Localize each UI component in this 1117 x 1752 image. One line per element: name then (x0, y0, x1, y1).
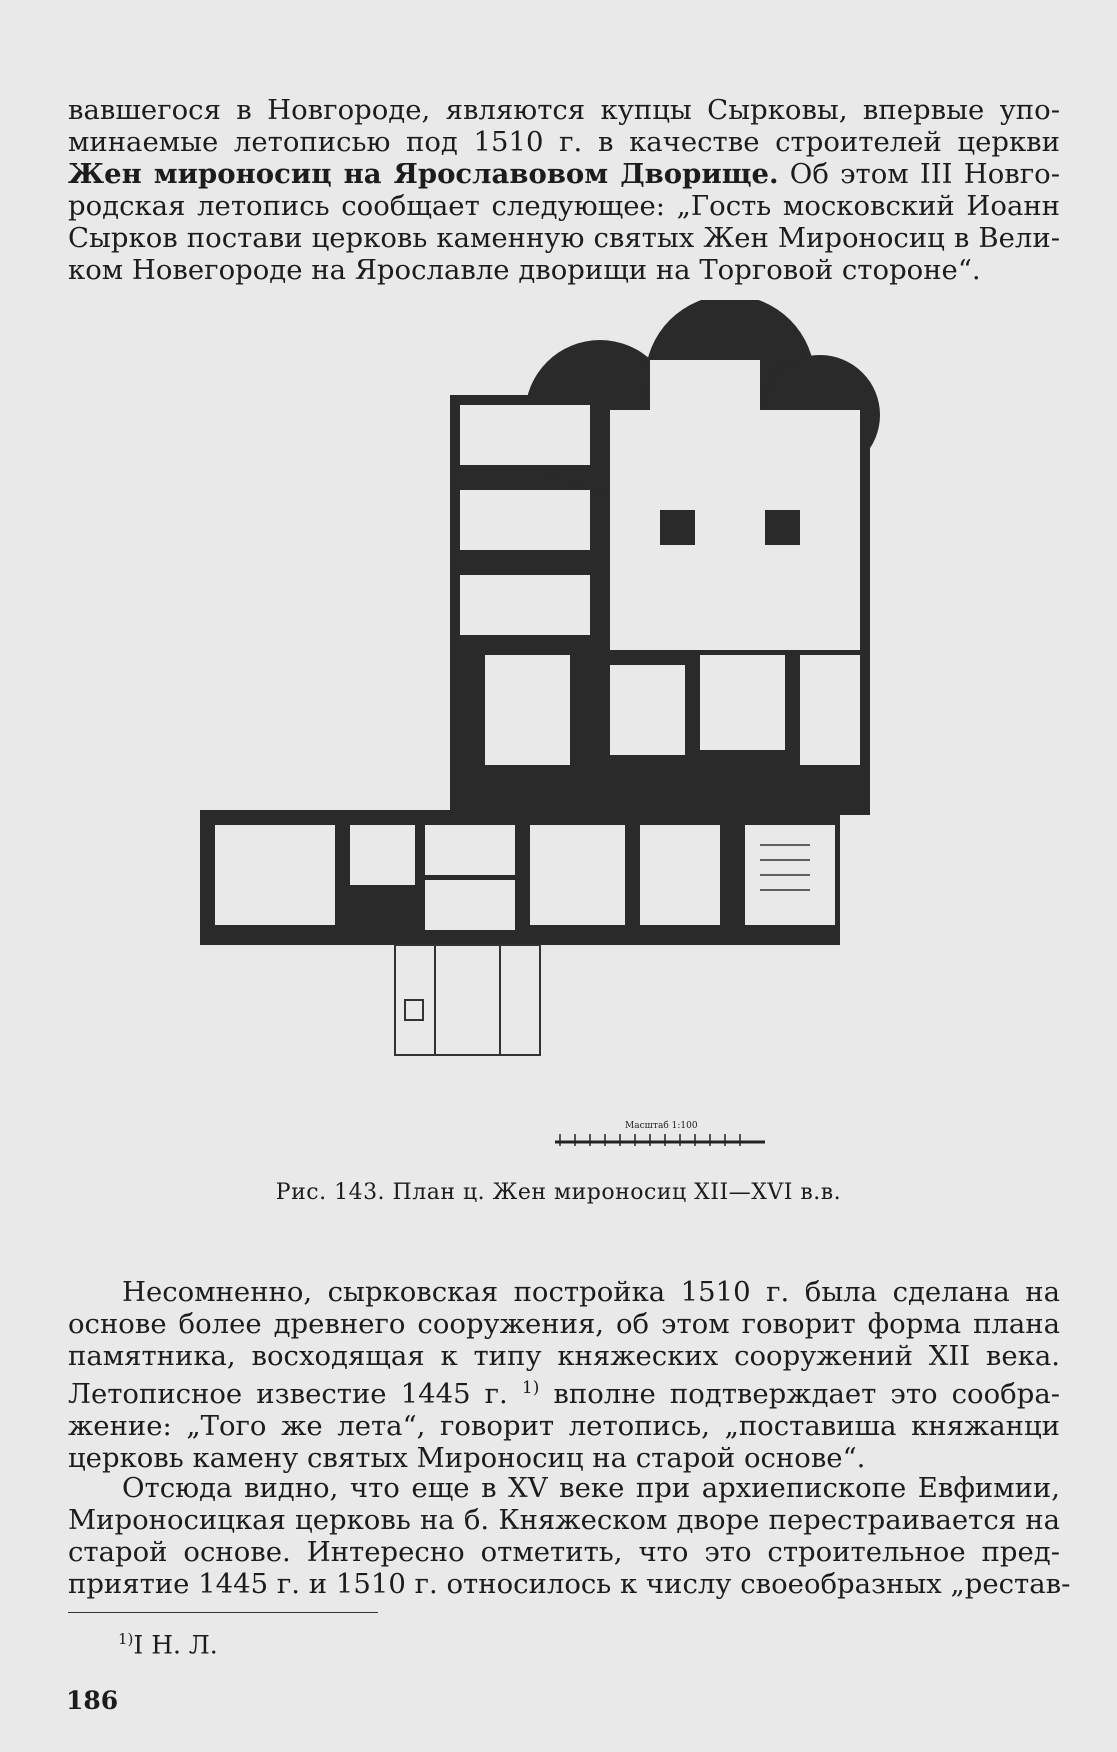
footnote-text: I Н. Л. (133, 1630, 218, 1660)
text-line: вавшегося в Новгороде, являются купцы Сырковы, впервые упо- (68, 94, 1060, 126)
footnote-marker: 1) (118, 1630, 134, 1648)
text-line: минаемые летописью под 1510 г. в качестве строителей церкви (68, 126, 1060, 158)
figure-caption: Рис. 143. План ц. Жен мироносиц XII—XVI в.в. (275, 1180, 842, 1205)
bold-church-name: Жен мироносиц на Ярославовом Дворище. (68, 158, 779, 190)
plan-porch (395, 945, 540, 1055)
church-floor-plan (200, 300, 880, 1070)
text-line: Отсюда видно, что еще в XV веке при архиепископе Евфимии, (122, 1472, 1060, 1504)
text-line (68, 1372, 1060, 1410)
text-line: Несомненно, сырковская постройка 1510 г. была сделана на (122, 1276, 1060, 1308)
footnote-marker: 1) (521, 1378, 540, 1398)
text-line: памятника, восходящая к типу княжеских сооружений XII века. (68, 1340, 1060, 1372)
text-line: основе более древнего сооружения, об этом говорит форма плана (68, 1308, 1060, 1340)
top-paragraph (68, 94, 1060, 286)
text-line: жение: „Того же лета“, говорит летопись, „поставиша княжанци (68, 1410, 1060, 1443)
text-fragment: Летописное известие 1445 г. (68, 1378, 508, 1411)
text-line: Сырков постави церковь каменную святых Жен Мироносиц в Вели- (68, 222, 1060, 254)
footnote-divider (68, 1612, 378, 1613)
scale-bar (555, 1112, 765, 1152)
footnote (118, 1630, 218, 1659)
text-line: ком Новегороде на Ярославле дворищи на Торговой стороне“. (68, 254, 981, 286)
page-number: 186 (66, 1686, 119, 1715)
text-fragment: вполне подтверждает это сообра- (553, 1378, 1061, 1411)
text-line: старой основе. Интересно отметить, что это строительное пред- (68, 1536, 1060, 1568)
text-line: приятие 1445 г. и 1510 г. относилось к числу своеобразных „рестав- (68, 1568, 1071, 1600)
text-line (68, 158, 1060, 190)
paragraph-1 (68, 1276, 1060, 1474)
text-line: родская летопись сообщает следующее: „Гость московский Иоанн (68, 190, 1060, 222)
text-line: Мироносицкая церковь на б. Княжеском дворе перестраивается на (68, 1504, 1060, 1536)
text-fragment: Об этом III Новго- (789, 158, 1060, 190)
text-line: церковь камену святых Мироносиц на старой основе“. (68, 1442, 866, 1475)
paragraph-2 (68, 1472, 1071, 1600)
scale-label: Масштаб 1:100 (625, 1121, 698, 1131)
